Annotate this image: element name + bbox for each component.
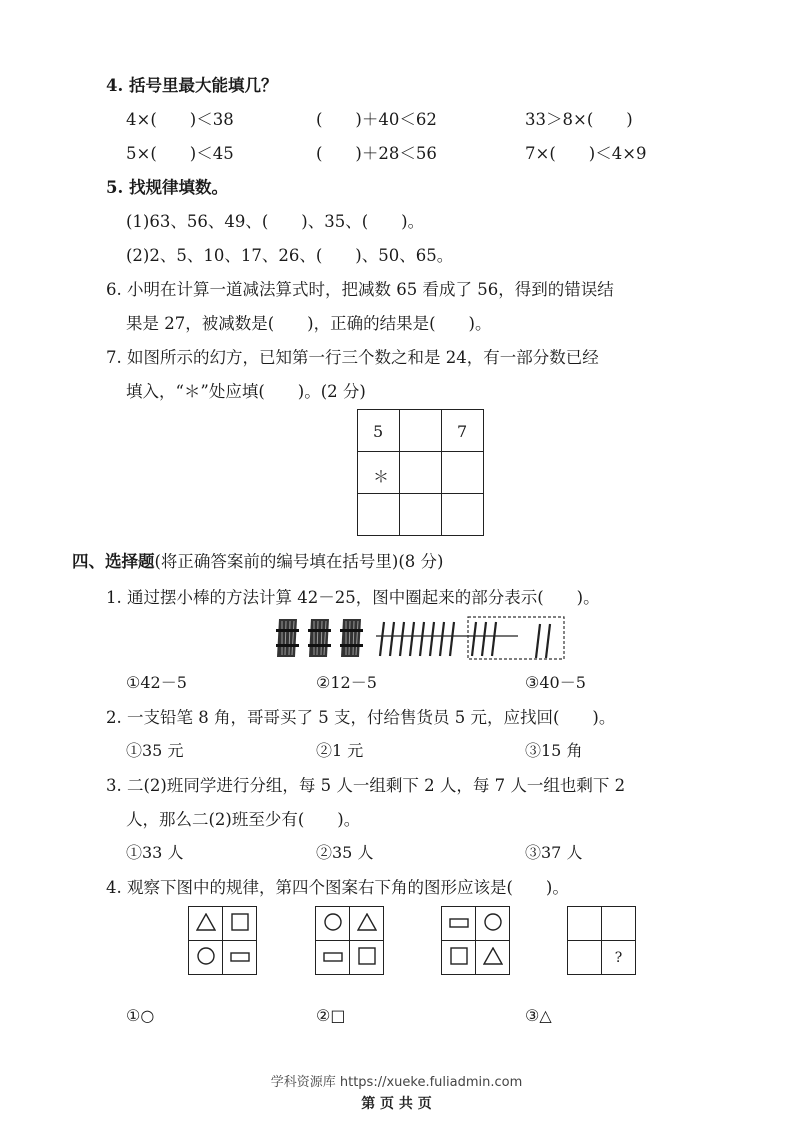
q4-item-3: 33＞8×( ) — [525, 110, 633, 129]
c1-option-1: ①42－5 — [126, 673, 187, 692]
c4-option-3: ③△ — [525, 1006, 552, 1025]
c4-option-2: ②□ — [316, 1006, 346, 1025]
pattern-3 — [441, 906, 510, 975]
magic-square — [357, 409, 484, 536]
circle-icon — [316, 907, 350, 941]
q6-line-2: 果是 27，被减数是( )，正确的结果是( )。 — [126, 314, 492, 333]
c1-option-2: ②12－5 — [316, 673, 377, 692]
magic-cell — [442, 494, 484, 536]
rectangle-icon — [223, 941, 257, 975]
square-icon — [442, 941, 476, 975]
q4-title: 4. 括号里最大能填几？ — [106, 76, 278, 95]
section-4-note: (将正确答案前的编号填在括号里)(8 分) — [154, 552, 444, 571]
sticks-figure — [272, 614, 568, 660]
magic-cell — [400, 494, 442, 536]
circle-icon — [476, 907, 510, 941]
pattern-4 — [567, 906, 636, 975]
magic-cell — [442, 452, 484, 494]
q4-item-4: 5×( )＜45 — [126, 144, 234, 163]
q6-line-1: 6. 小明在计算一道减法算式时，把减数 65 看成了 56，得到的错误结 — [106, 280, 614, 299]
pattern-1 — [188, 906, 257, 975]
stick-bundle — [276, 619, 299, 657]
page-number: 第 页 共 页 — [361, 1096, 432, 1112]
c3-option-2: ②35 人 — [316, 843, 374, 862]
c3-line-2: 人，那么二(2)班至少有( )。 — [126, 810, 361, 829]
square-icon — [350, 941, 384, 975]
pattern-cell-empty — [602, 907, 636, 941]
pattern-cell-empty — [568, 907, 602, 941]
q5-line-1: (1)63、56、49、( )、35、( )。 — [126, 212, 425, 231]
magic-cell: 7 — [442, 410, 484, 452]
c1-option-3: ③40－5 — [525, 673, 586, 692]
magic-cell-star: ＊ — [358, 452, 400, 494]
c2-option-3: ③15 角 — [525, 741, 583, 760]
c3-line-1: 3. 二(2)班同学进行分组，每 5 人一组剩下 2 人，每 7 人一组也剩下 2 — [106, 776, 626, 795]
rectangle-icon — [316, 941, 350, 975]
c2-option-1: ①35 元 — [126, 741, 184, 760]
q5-line-2: (2)2、5、10、17、26、( )、50、65。 — [126, 246, 454, 265]
q4-item-2: ( )＋40＜62 — [316, 110, 437, 129]
magic-cell — [358, 494, 400, 536]
section-4-header — [72, 548, 444, 572]
magic-cell — [400, 452, 442, 494]
c3-option-3: ③37 人 — [525, 843, 583, 862]
square-icon — [223, 907, 257, 941]
q4-item-1: 4×( )＜38 — [126, 110, 234, 129]
question-mark: ? — [602, 941, 636, 975]
circle-icon — [189, 941, 223, 975]
c2-title: 2. 一支铅笔 8 角，哥哥买了 5 支，付给售货员 5 元，应找回( )。 — [106, 708, 616, 727]
q7-line-1: 7. 如图所示的幻方，已知第一行三个数之和是 24，有一部分数已经 — [106, 348, 599, 367]
magic-cell: 5 — [358, 410, 400, 452]
q7-line-2: 填入，“＊”处应填( )。(2 分) — [126, 382, 366, 401]
triangle-icon — [476, 941, 510, 975]
c4-option-1: ①○ — [126, 1006, 155, 1025]
c1-title: 1. 通过摆小棒的方法计算 42－25，图中圈起来的部分表示( )。 — [106, 588, 600, 607]
pattern-cell-empty — [568, 941, 602, 975]
triangle-icon — [350, 907, 384, 941]
rectangle-icon — [442, 907, 476, 941]
q5-title: 5. 找规律填数。 — [106, 178, 228, 197]
c4-title: 4. 观察下图中的规律，第四个图案右下角的图形应该是( )。 — [106, 878, 569, 897]
stick-bundle — [308, 619, 331, 657]
footer-source: 学科资源库 https://xueke.fuliadmin.com — [270, 1075, 523, 1090]
pattern-2 — [315, 906, 384, 975]
magic-cell — [400, 410, 442, 452]
stick-bundle — [340, 619, 363, 657]
loose-sticks — [380, 622, 550, 658]
c2-option-2: ②1 元 — [316, 741, 364, 760]
q4-item-5: ( )＋28＜56 — [316, 144, 437, 163]
triangle-icon — [189, 907, 223, 941]
c3-option-1: ①33 人 — [126, 843, 184, 862]
q4-item-6: 7×( )＜4×9 — [525, 144, 647, 163]
section-4-label: 四、选择题 — [72, 552, 155, 571]
